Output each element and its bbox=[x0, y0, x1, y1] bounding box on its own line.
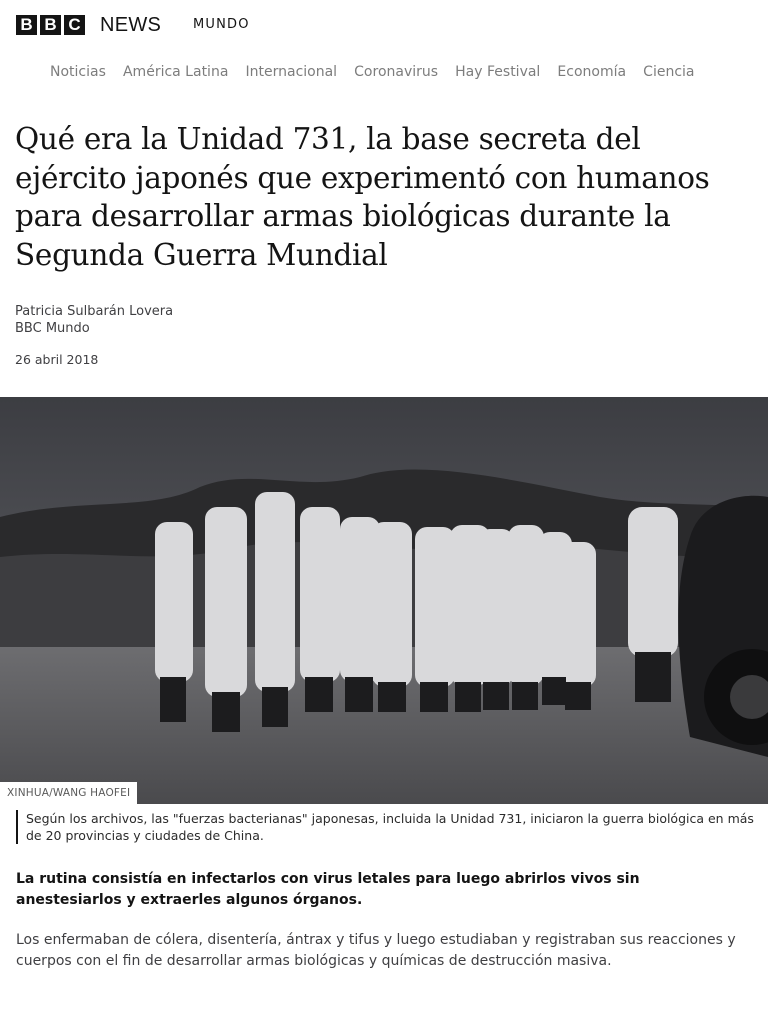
author-outlet: BBC Mundo bbox=[15, 321, 90, 336]
logo-block-b1: B bbox=[16, 15, 37, 35]
image-credit: XINHUA/WANG HAOFEI bbox=[0, 782, 137, 804]
news-wordmark[interactable]: NEWS bbox=[100, 14, 162, 36]
nav-item-hay-festival[interactable]: Hay Festival bbox=[455, 64, 541, 80]
section-wordmark[interactable]: MUNDO bbox=[193, 17, 250, 32]
body-paragraph: Los enfermaban de cólera, disentería, ántrax y tifus y luego estudiaban y registraban sus reacciones y cuerpos con el fin de desarrollar armas biológicas y químicas de destrucción masiva. bbox=[16, 932, 736, 969]
nav-item-noticias[interactable]: Noticias bbox=[50, 64, 106, 80]
nav-item-economia[interactable]: Economía bbox=[557, 64, 627, 80]
logo-block-b2: B bbox=[40, 15, 61, 35]
logo-block-c: C bbox=[64, 15, 85, 35]
publish-date: 26 abril 2018 bbox=[15, 352, 99, 367]
nav-item-ciencia[interactable]: Ciencia bbox=[643, 64, 695, 80]
bbc-logo[interactable] bbox=[16, 15, 85, 35]
nav-item-coronavirus[interactable]: Coronavirus bbox=[354, 64, 439, 80]
nav-item-internacional[interactable]: Internacional bbox=[245, 64, 338, 80]
byline bbox=[15, 303, 173, 337]
article-headline: Qué era la Unidad 731, la base secreta del ejército japonés que experimentó con humanos para desarrollar armas biológicas durante la Segunda Guerra Mundial bbox=[15, 122, 710, 272]
author-name: Patricia Sulbarán Lovera bbox=[15, 304, 174, 319]
article-photo bbox=[0, 397, 768, 804]
lead-paragraph: La rutina consistía en infectarlos con virus letales para luego abrirlos vivos sin anestesiarlos y extraerles algunos órganos. bbox=[16, 871, 640, 908]
image-caption: Según los archivos, las "fuerzas bacterianas" japonesas, incluida la Unidad 731, iniciaron la guerra biológica en más de 20 provincias y ciudades de China. bbox=[16, 810, 756, 844]
site-header bbox=[0, 0, 768, 50]
nav-item-america-latina[interactable]: América Latina bbox=[122, 64, 229, 80]
main-navigation bbox=[50, 61, 695, 83]
